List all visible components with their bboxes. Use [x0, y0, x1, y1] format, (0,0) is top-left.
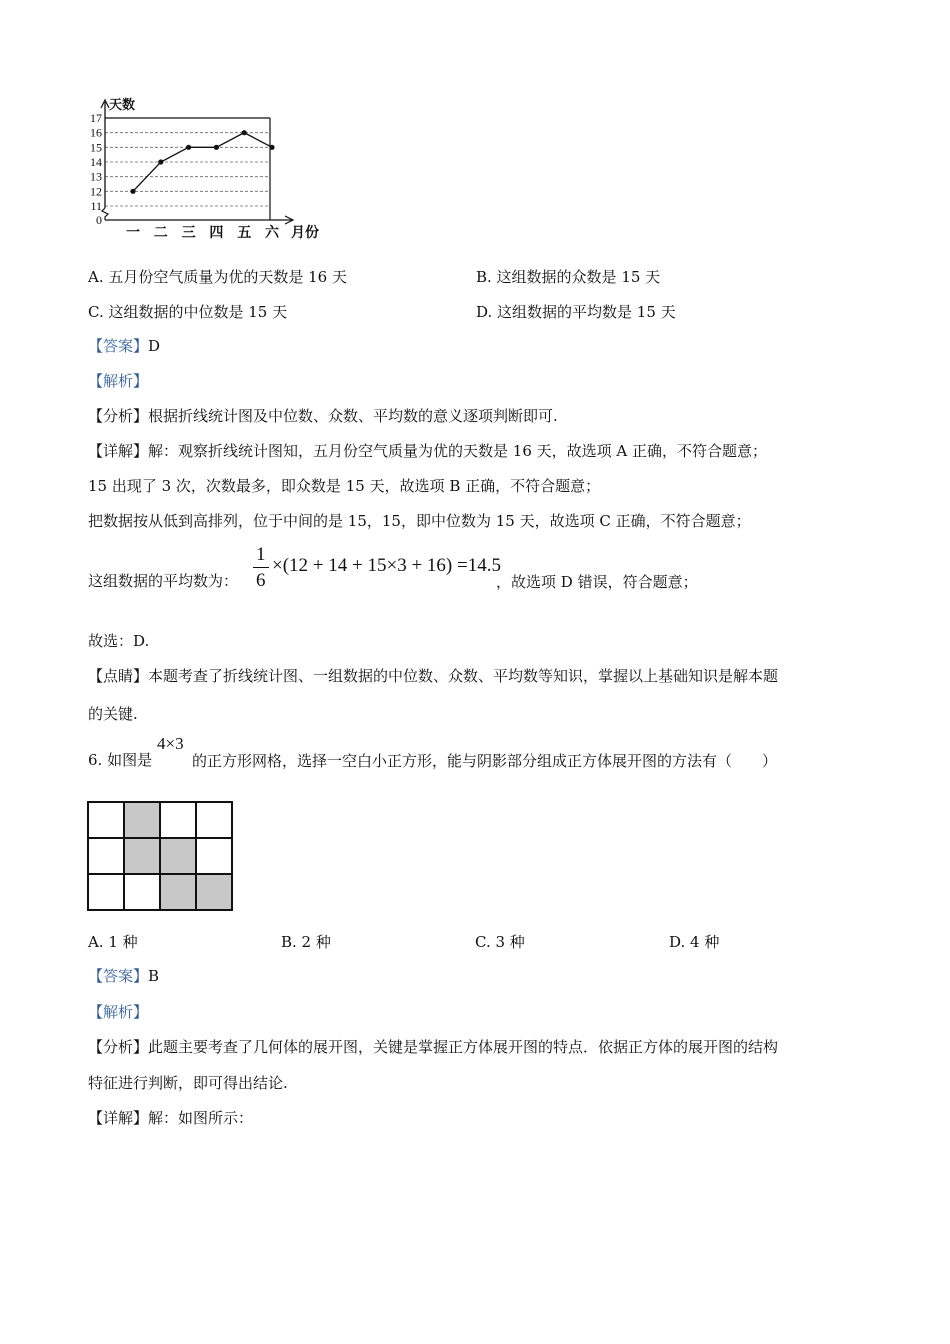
- q5-guxuan: 故选：D.: [88, 632, 150, 650]
- q5-mean-suffix: ，故选项 D 错误，符合题意；: [496, 573, 698, 591]
- q5-dianjing-2: 的关键.: [88, 705, 138, 723]
- y-tick-label: 11: [90, 199, 102, 213]
- square-grid: [87, 801, 233, 911]
- q6-analysis-tag: 【解析】: [88, 1003, 149, 1021]
- q5-xiangjie-2: 15 出现了 3 次，次数最多，即众数是 15 天，故选项 B 正确，不符合题意；: [88, 477, 601, 495]
- y-tick-label: 16: [90, 125, 102, 140]
- grid-cell-shaded: [197, 875, 233, 911]
- x-tick-label: 六: [265, 225, 279, 241]
- data-point: [269, 145, 274, 150]
- x-tick-label: 二: [153, 225, 168, 241]
- grid-cell-shaded: [125, 839, 161, 875]
- y-tick-label: 14: [90, 155, 102, 169]
- q5-mean-prefix: 这组数据的平均数为：: [88, 572, 239, 590]
- x-tick-label: 五: [237, 225, 252, 241]
- q6-answer: [88, 966, 159, 986]
- grid-cell-blank: [89, 803, 125, 839]
- x-tick-label: 三: [181, 225, 196, 241]
- data-point: [130, 189, 135, 194]
- grid-cell-shaded: [161, 875, 197, 911]
- answer-value: D: [148, 337, 161, 355]
- q6-stem-prefix: 6. 如图是: [88, 751, 153, 769]
- q5-answer: [88, 336, 160, 356]
- grid-cell-blank: [89, 839, 125, 875]
- y-axis-label: 天数: [109, 98, 136, 113]
- q5-xiangjie-1: 【详解】解：观察折线统计图知，五月份空气质量为优的天数是 16 天，故选项 A 正确，不符合题意；: [88, 442, 767, 460]
- grid-cell-blank: [197, 839, 233, 875]
- fraction-bar: [253, 567, 269, 568]
- line-chart: [80, 90, 340, 245]
- q6-option-a: A. 1 种: [88, 933, 138, 951]
- grid-cell-blank: [197, 803, 233, 839]
- q5-option-d: D. 这组数据的平均数是 15 天: [476, 303, 676, 321]
- q5-option-c: C. 这组数据的中位数是 15 天: [88, 303, 288, 321]
- answer-tag: 【答案】: [88, 967, 149, 985]
- q5-option-b: B. 这组数据的众数是 15 天: [476, 268, 661, 286]
- q6-option-b: B. 2 种: [281, 933, 331, 951]
- y-tick-label: 17: [90, 111, 102, 125]
- y-tick-label: 15: [90, 140, 102, 155]
- mean-denominator: 6: [256, 570, 266, 591]
- x-axis-label: 月份: [291, 225, 319, 241]
- answer-value: B: [148, 967, 160, 985]
- grid-cell-blank: [161, 803, 197, 839]
- q5-option-a: A. 五月份空气质量为优的天数是 16 天: [88, 268, 347, 286]
- q5-analysis-tag: 【解析】: [88, 372, 149, 390]
- data-point: [186, 145, 191, 150]
- y-tick-label: 0: [96, 213, 102, 227]
- mean-numerator: 1: [256, 544, 266, 565]
- q6-fenxi-1: 【分析】此题主要考查了几何体的展开图，关键是掌握正方体展开图的特点．依据正方体的展开图的结构: [88, 1038, 779, 1056]
- q5-dianjing-1: 【点睛】本题考查了折线统计图、一组数据的中位数、众数、平均数等知识，掌握以上基础知识是解本题: [88, 667, 779, 685]
- q6-xiangjie: 【详解】解：如图所示：: [88, 1109, 254, 1127]
- q6-option-d: D. 4 种: [669, 933, 720, 951]
- q5-fenxi: 【分析】根据折线统计图及中位数、众数、平均数的意义逐项判断即可.: [88, 407, 558, 425]
- grid-cell-blank: [89, 875, 125, 911]
- data-point: [158, 159, 163, 164]
- x-tick-label: 一: [126, 225, 140, 241]
- answer-tag: 【答案】: [88, 337, 149, 355]
- mean-expression: ×(12 + 14 + 15×3 + 16) =14.5: [272, 555, 501, 576]
- q6-stem-suffix: 的正方形网格，选择一空白小正方形，能与阴影部分组成正方体展开图的方法有（ ）: [192, 752, 778, 770]
- q6-stem-math: 4×3: [157, 734, 184, 753]
- grid-cell-blank: [125, 875, 161, 911]
- data-point: [214, 145, 219, 150]
- grid-cell-shaded: [161, 839, 197, 875]
- data-point: [242, 130, 247, 135]
- q5-xiangjie-3: 把数据按从低到高排列，位于中间的是 15，15，即中位数为 15 天，故选项 C 正确，不符合题意；: [88, 512, 751, 530]
- grid-cell-shaded: [125, 803, 161, 839]
- q6-option-c: C. 3 种: [475, 933, 525, 951]
- axis-break: [102, 208, 108, 220]
- q6-fenxi-2: 特征进行判断，即可得出结论.: [88, 1074, 288, 1092]
- x-tick-label: 四: [209, 225, 224, 241]
- y-tick-label: 13: [90, 169, 102, 184]
- y-tick-label: 12: [90, 184, 102, 199]
